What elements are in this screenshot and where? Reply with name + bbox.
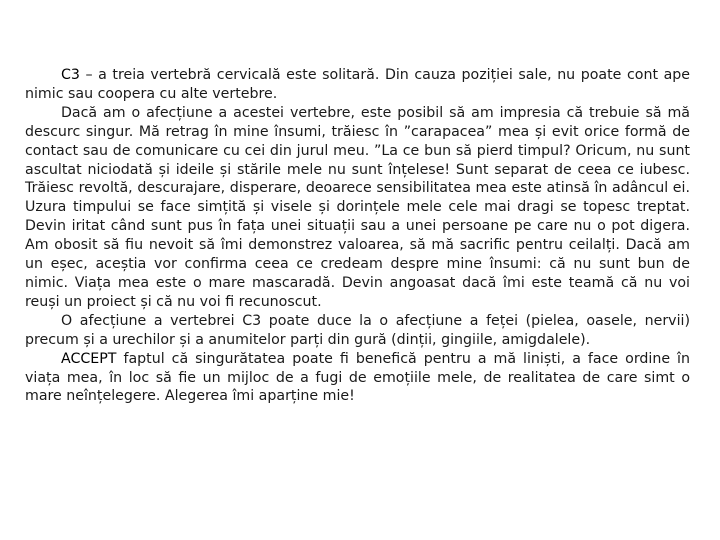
paragraph-affection-effects xyxy=(25,312,690,350)
paragraph-text: O afecțiune a vertebrei C3 poate duce la o afecțiune a feței (pielea, oasele, nervii) precum și a urechilor și a anumitelor parți din gură (dinții, gingiile, amigdalele). xyxy=(25,312,690,348)
paragraph-text: – a treia vertebră cervicală este solitară. Din cauza poziției sale, nu poate cont ape nimic sau coopera cu alte vertebre. xyxy=(25,67,690,102)
paragraph-c3-intro xyxy=(25,66,690,104)
paragraph-accept xyxy=(25,350,690,407)
paragraph-text: Dacă am o afecțiune a acestei vertebre, este posibil să am impresia că trebuie să mă descurc singur. Mă retrag în mine însumi, trăiesc în ”carapacea” mea și evit orice formă de contact sau de comunicare cu cei din jurul meu. ”La ce bun să pierd timpul? Oricum, nu sunt ascultat niciodată și ideile și stările mele nu sunt înțelese! Sunt separat de ceea ce iubesc. Trăiesc revoltă, descurajare, disperare, deoarece sensibilitatea mea este atinsă în adâncul ei. Uzura timpului se face simțită și visele și dorințele mele cele mai dragi se topesc treptat. Devin iritat când sunt pus în fața unei situații sau a unei persoane pe care nu o pot digera. Am obosit să fiu nevoit să îmi demonstrez valoarea, să mă sacrific pentru ceilalți. Dacă am un eșec, aceștia vor confirma ceea ce credeam despre mine însumi: că nu sunt bun de nimic. Viața mea este o mare mascaradă. Devin angoasat dacă îmi este teamă că nu voi reuși un proiect și că nu voi fi recunoscut. xyxy=(25,104,690,310)
paragraph-text: faptul că singurătatea poate fi benefică pentru a mă liniști, a face ordine în viața mea, în loc să fie un mijloc de a fugi de emoțiile mele, de realitatea de care simt o mare neînțelegere. Alegerea îmi aparține mie! xyxy=(25,350,690,405)
paragraph-affection-description xyxy=(25,104,690,312)
document-body xyxy=(25,66,690,406)
paragraph-lead-c3: C3 xyxy=(61,67,80,83)
paragraph-lead-accept: ACCEPT xyxy=(61,350,117,367)
